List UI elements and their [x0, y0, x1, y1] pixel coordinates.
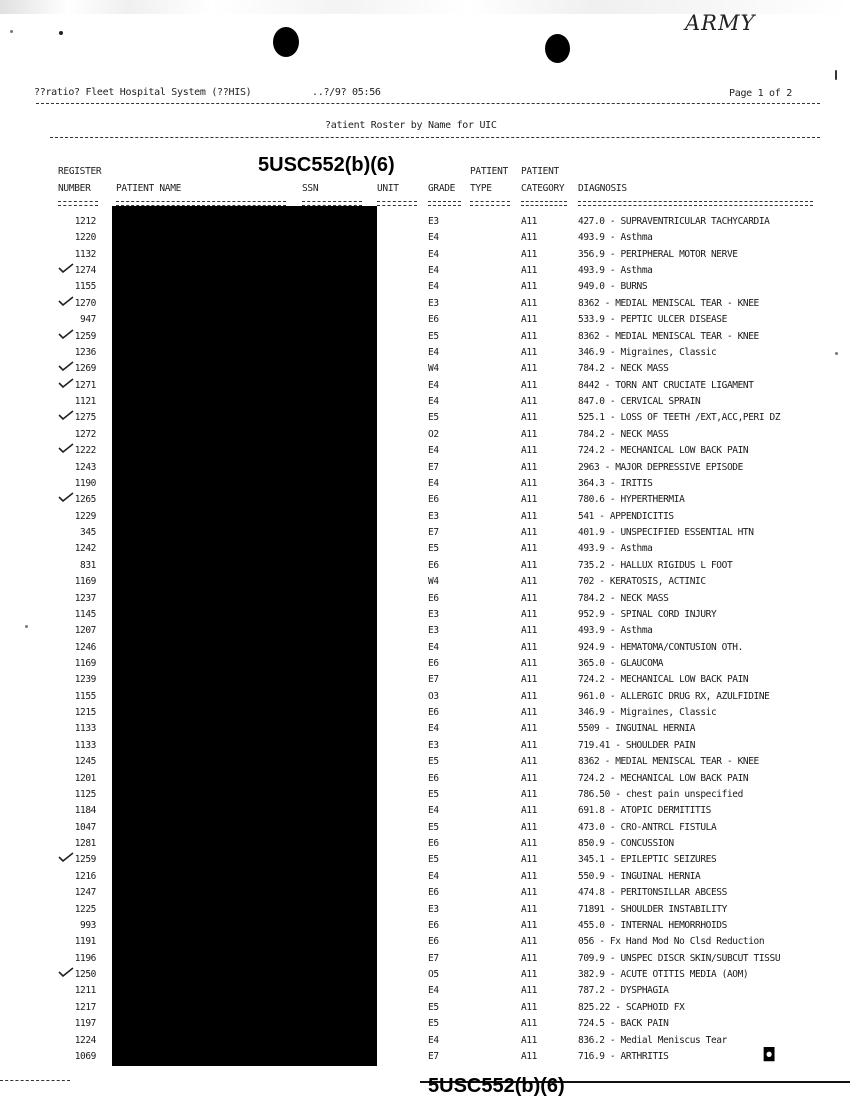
diagnosis-cell: 961.0 - ALLERGIC DRUG RX, AZULFIDINE: [578, 690, 770, 702]
patient-category-cell: A11: [521, 445, 537, 457]
register-number-cell: 1281: [74, 838, 96, 850]
register-number-cell: 1211: [74, 985, 96, 997]
register-number-cell: 1269: [74, 363, 96, 375]
diagnosis-cell: 8442 - TORN ANT CRUCIATE LIGAMENT: [578, 379, 754, 391]
grade-cell: E6: [428, 887, 439, 899]
patient-category-cell: A11: [521, 919, 537, 931]
underline-patient-type: [470, 201, 510, 206]
diagnosis-cell: 787.2 - DYSPHAGIA: [578, 985, 669, 997]
grade-cell: O3: [428, 690, 439, 702]
diagnosis-cell: 784.2 - NECK MASS: [578, 428, 669, 440]
register-number-cell: 993: [80, 919, 96, 931]
header-rule: [36, 103, 820, 104]
register-number-cell: 1197: [74, 1018, 96, 1030]
check-mark-icon: [58, 967, 74, 977]
register-number-cell: 1216: [74, 870, 96, 882]
register-number-cell: 1222: [74, 445, 96, 457]
diagnosis-cell: 493.9 - Asthma: [578, 265, 653, 277]
grade-cell: E5: [428, 756, 439, 768]
diagnosis-cell: 924.9 - HEMATOMA/CONTUSION OTH.: [578, 641, 743, 653]
redaction-label-top: 5USC552(b)(6): [258, 154, 395, 176]
patient-category-cell: A11: [521, 707, 537, 719]
grade-cell: E3: [428, 297, 439, 309]
grade-cell: E5: [428, 1001, 439, 1013]
grade-cell: E4: [428, 805, 439, 817]
register-number-cell: 1275: [74, 412, 96, 424]
diagnosis-cell: 401.9 - UNSPECIFIED ESSENTIAL HTN: [578, 527, 754, 539]
title-rule: [50, 137, 820, 138]
patient-category-cell: A11: [521, 428, 537, 440]
grade-cell: E4: [428, 985, 439, 997]
patient-category-cell: A11: [521, 969, 537, 981]
patient-category-cell: A11: [521, 772, 537, 784]
grade-cell: E3: [428, 625, 439, 637]
patient-category-cell: A11: [521, 608, 537, 620]
register-number-cell: 1271: [74, 379, 96, 391]
bottom-rule-left: [0, 1080, 70, 1081]
check-mark-icon: [58, 378, 74, 388]
grade-cell: E4: [428, 232, 439, 244]
grade-cell: E3: [428, 739, 439, 751]
register-number-cell: 1274: [74, 265, 96, 277]
register-number-cell: 1242: [74, 543, 96, 555]
check-mark-icon: [58, 263, 74, 273]
grade-cell: E6: [428, 936, 439, 948]
register-number-cell: 1270: [74, 297, 96, 309]
diagnosis-cell: 2963 - MAJOR DEPRESSIVE EPISODE: [578, 461, 743, 473]
patient-category-cell: A11: [521, 1034, 537, 1046]
grade-cell: E4: [428, 1034, 439, 1046]
punch-hole-right: [545, 34, 570, 63]
grade-cell: W4: [428, 576, 439, 588]
grade-cell: E4: [428, 379, 439, 391]
check-mark-icon: [58, 410, 74, 420]
diagnosis-cell: 8362 - MEDIAL MENISCAL TEAR - KNEE: [578, 756, 759, 768]
register-number-cell: 1169: [74, 657, 96, 669]
diagnosis-cell: 382.9 - ACUTE OTITIS MEDIA (AOM): [578, 969, 749, 981]
register-number-cell: 1196: [74, 952, 96, 964]
patient-category-cell: A11: [521, 494, 537, 506]
grade-cell: E6: [428, 657, 439, 669]
diagnosis-cell: 952.9 - SPINAL CORD INJURY: [578, 608, 717, 620]
check-mark-icon: [58, 852, 74, 862]
system-title: ??ratio? Fleet Hospital System (??HIS): [34, 87, 252, 98]
diagnosis-cell: 493.9 - Asthma: [578, 232, 653, 244]
grade-cell: E5: [428, 543, 439, 555]
column-header-patient-category: [521, 166, 564, 195]
column-header-register-line1: REGISTER: [58, 166, 102, 177]
diagnosis-cell: 724.2 - MECHANICAL LOW BACK PAIN: [578, 674, 749, 686]
check-mark-icon: [58, 361, 74, 371]
patient-category-cell: A11: [521, 805, 537, 817]
register-number-cell: 1259: [74, 330, 96, 342]
grade-cell: O5: [428, 969, 439, 981]
diagnosis-cell: 836.2 - Medial Meniscus Tear: [578, 1034, 727, 1046]
patient-category-cell: A11: [521, 1001, 537, 1013]
report-datetime: ..?/9? 05:56: [312, 87, 381, 98]
grade-cell: E4: [428, 477, 439, 489]
grade-cell: E3: [428, 216, 439, 227]
grade-cell: E7: [428, 527, 439, 539]
register-number-cell: 1047: [74, 821, 96, 833]
patient-category-cell: A11: [521, 330, 537, 342]
register-number-cell: 1190: [74, 477, 96, 489]
diagnosis-cell: 365.0 - GLAUCOMA: [578, 657, 664, 669]
grade-cell: E6: [428, 919, 439, 931]
patient-category-cell: A11: [521, 379, 537, 391]
diagnosis-cell: 493.9 - Asthma: [578, 625, 653, 637]
grade-cell: E4: [428, 723, 439, 735]
register-number-cell: 1224: [74, 1034, 96, 1046]
register-number-cell: 831: [80, 559, 96, 571]
register-number-cell: 1220: [74, 232, 96, 244]
report-title: ?atient Roster by Name for UIC: [325, 120, 497, 131]
register-number-cell: 1217: [74, 1001, 96, 1013]
column-header-register: [58, 166, 101, 195]
patient-category-cell: A11: [521, 739, 537, 751]
patient-category-cell: A11: [521, 657, 537, 669]
page-mark-glyph: ◘: [762, 1045, 777, 1066]
diagnosis-cell: 735.2 - HALLUX RIGIDUS L FOOT: [578, 559, 733, 571]
register-number-cell: 1243: [74, 461, 96, 473]
check-mark-icon: [58, 443, 74, 453]
underline-grade: [428, 201, 461, 206]
patient-category-cell: A11: [521, 985, 537, 997]
diagnosis-cell: 784.2 - NECK MASS: [578, 592, 669, 604]
check-mark-icon: [58, 329, 74, 339]
diagnosis-cell: 455.0 - INTERNAL HEMORRHOIDS: [578, 919, 727, 931]
diagnosis-cell: 709.9 - UNSPEC DISCR SKIN/SUBCUT TISSU: [578, 952, 781, 964]
patient-category-cell: A11: [521, 690, 537, 702]
register-number-cell: 1133: [74, 739, 96, 751]
grade-cell: E4: [428, 445, 439, 457]
register-number-cell: 1207: [74, 625, 96, 637]
underline-unit: [377, 201, 417, 206]
patient-category-cell: A11: [521, 527, 537, 539]
register-number-cell: 1215: [74, 707, 96, 719]
patient-category-cell: A11: [521, 625, 537, 637]
patient-category-cell: A11: [521, 248, 537, 260]
patient-category-cell: A11: [521, 297, 537, 309]
grade-cell: O2: [428, 428, 439, 440]
register-number-cell: 1132: [74, 248, 96, 260]
diagnosis-cell: 780.6 - HYPERTHERMIA: [578, 494, 685, 506]
patient-category-cell: A11: [521, 641, 537, 653]
register-number-cell: 1169: [74, 576, 96, 588]
diagnosis-cell: 719.41 - SHOULDER PAIN: [578, 739, 696, 751]
grade-cell: E7: [428, 674, 439, 686]
register-number-cell: 1237: [74, 592, 96, 604]
patient-category-cell: A11: [521, 314, 537, 326]
patient-category-cell: A11: [521, 1050, 537, 1062]
register-number-cell: 1236: [74, 346, 96, 358]
register-number-cell: 1191: [74, 936, 96, 948]
diagnosis-cell: 346.9 - Migraines, Classic: [578, 346, 717, 358]
grade-cell: E7: [428, 1050, 439, 1062]
register-number-cell: 1239: [74, 674, 96, 686]
grade-cell: E6: [428, 494, 439, 506]
column-header-diagnosis: DIAGNOSIS: [578, 183, 627, 194]
scan-speck: [59, 31, 63, 35]
column-header-patient-type: [470, 166, 508, 195]
grade-cell: E6: [428, 707, 439, 719]
diagnosis-cell: 71891 - SHOULDER INSTABILITY: [578, 903, 727, 915]
patient-category-cell: A11: [521, 821, 537, 833]
register-number-cell: 1125: [74, 788, 96, 800]
patient-category-cell: A11: [521, 952, 537, 964]
handwritten-note: ARMY: [685, 11, 756, 35]
patient-category-cell: A11: [521, 903, 537, 915]
diagnosis-cell: 533.9 - PEPTIC ULCER DISEASE: [578, 314, 727, 326]
grade-cell: E5: [428, 788, 439, 800]
patient-category-cell: A11: [521, 887, 537, 899]
patient-category-cell: A11: [521, 674, 537, 686]
register-number-cell: 1184: [74, 805, 96, 817]
diagnosis-cell: 825.22 - SCAPHOID FX: [578, 1001, 685, 1013]
register-number-cell: 1246: [74, 641, 96, 653]
check-mark-icon: [58, 296, 74, 306]
redaction-block: [112, 206, 377, 1066]
register-number-cell: 1229: [74, 510, 96, 522]
diagnosis-cell: 364.3 - IRITIS: [578, 477, 653, 489]
diagnosis-cell: 550.9 - INGUINAL HERNIA: [578, 870, 701, 882]
diagnosis-cell: 724.2 - MECHANICAL LOW BACK PAIN: [578, 772, 749, 784]
patient-category-cell: A11: [521, 788, 537, 800]
diagnosis-cell: 850.9 - CONCUSSION: [578, 838, 674, 850]
register-number-cell: 1212: [74, 216, 96, 227]
patient-category-cell: A11: [521, 756, 537, 768]
register-number-cell: 1155: [74, 281, 96, 293]
patient-category-cell: A11: [521, 346, 537, 358]
patient-category-cell: A11: [521, 216, 537, 227]
column-header-ssn: SSN: [302, 183, 319, 194]
register-number-cell: 1155: [74, 690, 96, 702]
patient-category-cell: A11: [521, 265, 537, 277]
register-number-cell: 1225: [74, 903, 96, 915]
patient-category-cell: A11: [521, 396, 537, 408]
register-number-cell: 1201: [74, 772, 96, 784]
diagnosis-cell: 345.1 - EPILEPTIC SEIZURES: [578, 854, 717, 866]
grade-cell: E5: [428, 854, 439, 866]
diagnosis-cell: 8362 - MEDIAL MENISCAL TEAR - KNEE: [578, 297, 759, 309]
grade-cell: E6: [428, 592, 439, 604]
diagnosis-cell: 949.0 - BURNS: [578, 281, 648, 293]
patient-category-cell: A11: [521, 461, 537, 473]
redaction-label-bottom: 5USC552(b)(6): [428, 1075, 565, 1097]
diagnosis-cell: 847.0 - CERVICAL SPRAIN: [578, 396, 701, 408]
patient-category-cell: A11: [521, 1018, 537, 1030]
patient-category-cell: A11: [521, 838, 537, 850]
scan-speck: [10, 30, 13, 33]
diagnosis-cell: 702 - KERATOSIS, ACTINIC: [578, 576, 706, 588]
grade-cell: E6: [428, 772, 439, 784]
column-header-patient-category-line2: CATEGORY: [521, 183, 565, 194]
patient-category-cell: A11: [521, 543, 537, 555]
diagnosis-cell: 525.1 - LOSS OF TEETH /EXT,ACC,PERI DZ: [578, 412, 781, 424]
grade-cell: W4: [428, 363, 439, 375]
grade-cell: E3: [428, 608, 439, 620]
column-header-patient-category-line1: PATIENT: [521, 166, 559, 177]
grade-cell: E5: [428, 412, 439, 424]
column-header-register-line2: NUMBER: [58, 183, 91, 194]
patient-category-cell: A11: [521, 576, 537, 588]
grade-cell: E3: [428, 903, 439, 915]
diagnosis-cell: 356.9 - PERIPHERAL MOTOR NERVE: [578, 248, 738, 260]
patient-category-cell: A11: [521, 870, 537, 882]
grade-cell: E4: [428, 396, 439, 408]
register-number-cell: 1133: [74, 723, 96, 735]
grade-cell: E7: [428, 952, 439, 964]
diagnosis-cell: 691.8 - ATOPIC DERMITITIS: [578, 805, 711, 817]
register-number-cell: 1265: [74, 494, 96, 506]
register-number-cell: 345: [80, 527, 96, 539]
punch-hole-left: [273, 27, 299, 57]
diagnosis-cell: 427.0 - SUPRAVENTRICULAR TACHYCARDIA: [578, 216, 770, 227]
grade-cell: E4: [428, 346, 439, 358]
column-header-unit: UNIT: [377, 183, 399, 194]
diagnosis-cell: 541 - APPENDICITIS: [578, 510, 674, 522]
grade-cell: E4: [428, 870, 439, 882]
grade-cell: E5: [428, 330, 439, 342]
diagnosis-cell: 474.8 - PERITONSILLAR ABCESS: [578, 887, 727, 899]
patient-category-cell: A11: [521, 281, 537, 293]
underline-diagnosis: [578, 201, 813, 206]
underline-patient-category: [521, 201, 567, 206]
register-number-cell: 1250: [74, 969, 96, 981]
grade-cell: E6: [428, 314, 439, 326]
patient-category-cell: A11: [521, 412, 537, 424]
patient-category-cell: A11: [521, 232, 537, 244]
diagnosis-cell: 716.9 - ARTHRITIS: [578, 1050, 669, 1062]
register-number-cell: 1121: [74, 396, 96, 408]
column-header-patient-type-line1: PATIENT: [470, 166, 508, 177]
patient-category-cell: A11: [521, 854, 537, 866]
grade-cell: E6: [428, 838, 439, 850]
register-number-cell: 1247: [74, 887, 96, 899]
page-label: Page 1 of 2: [729, 88, 792, 99]
diagnosis-cell: 724.5 - BACK PAIN: [578, 1018, 669, 1030]
column-header-patient-type-line2: TYPE: [470, 183, 492, 194]
diagnosis-cell: 724.2 - MECHANICAL LOW BACK PAIN: [578, 445, 749, 457]
diagnosis-cell: 8362 - MEDIAL MENISCAL TEAR - KNEE: [578, 330, 759, 342]
patient-category-cell: A11: [521, 592, 537, 604]
patient-category-cell: A11: [521, 477, 537, 489]
diagnosis-cell: 786.50 - chest pain unspecified: [578, 788, 743, 800]
register-number-cell: 1272: [74, 428, 96, 440]
grade-cell: E7: [428, 461, 439, 473]
grade-cell: E6: [428, 559, 439, 571]
diagnosis-cell: 784.2 - NECK MASS: [578, 363, 669, 375]
grade-cell: E5: [428, 1018, 439, 1030]
register-number-cell: 1145: [74, 608, 96, 620]
patient-category-cell: A11: [521, 559, 537, 571]
check-mark-icon: [58, 492, 74, 502]
grade-cell: E4: [428, 281, 439, 293]
grade-cell: E4: [428, 265, 439, 277]
patient-category-cell: A11: [521, 510, 537, 522]
patient-category-cell: A11: [521, 723, 537, 735]
scan-speck: [835, 70, 837, 80]
register-number-cell: 947: [80, 314, 96, 326]
underline-register: [58, 201, 98, 206]
diagnosis-cell: 473.0 - CRO-ANTRCL FISTULA: [578, 821, 717, 833]
patient-category-cell: A11: [521, 363, 537, 375]
column-header-grade: GRADE: [428, 183, 456, 194]
diagnosis-cell: 346.9 - Migraines, Classic: [578, 707, 717, 719]
diagnosis-cell: 493.9 - Asthma: [578, 543, 653, 555]
diagnosis-cell: 5509 - INGUINAL HERNIA: [578, 723, 696, 735]
grade-cell: E3: [428, 510, 439, 522]
diagnosis-cell: 056 - Fx Hand Mod No Clsd Reduction: [578, 936, 765, 948]
column-header-patient-name: PATIENT NAME: [116, 183, 182, 194]
register-number-cell: 1069: [74, 1050, 96, 1062]
grade-cell: E5: [428, 821, 439, 833]
grade-cell: E4: [428, 641, 439, 653]
patient-category-cell: A11: [521, 936, 537, 948]
register-number-cell: 1245: [74, 756, 96, 768]
grade-cell: E4: [428, 248, 439, 260]
register-number-cell: 1259: [74, 854, 96, 866]
